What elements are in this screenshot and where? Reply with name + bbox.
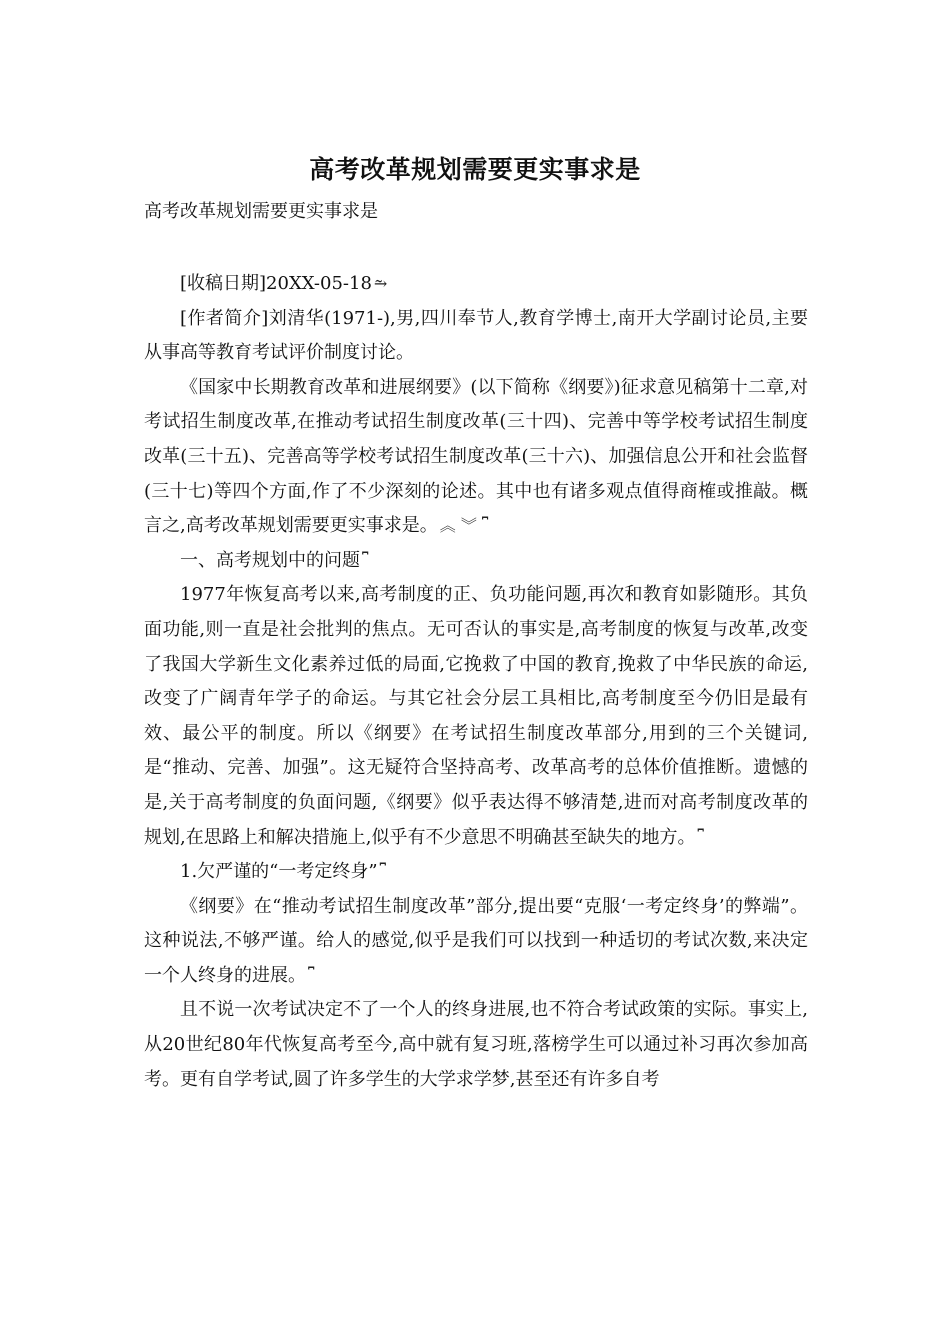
paragraph-mark: ⎴ bbox=[308, 965, 315, 985]
author-bio-paragraph bbox=[144, 302, 808, 371]
received-date-paragraph bbox=[144, 267, 808, 302]
paragraph-mark: ⥲ bbox=[373, 274, 388, 293]
paragraph-text: [收稿日期]20XX-05-18 bbox=[180, 273, 372, 294]
intro-paragraph bbox=[144, 371, 808, 544]
document-subtitle: 高考改革规划需要更实事求是 bbox=[144, 201, 378, 222]
paragraph-mark: ⎴ bbox=[379, 862, 386, 882]
document-body bbox=[144, 267, 808, 1097]
paragraph-text: 且不说一次考试决定不了一个人的终身进展,也不符合考试政策的实际。事实上,从20世纪80年代恢复高考至今,高中就有复习班,落榜学生可以通过补习再次参加高考。更有自学考试,圆了许多学生的大学求学梦,甚至还有许多自考 bbox=[144, 999, 808, 1090]
body-paragraph bbox=[144, 578, 808, 855]
section-heading-paragraph bbox=[144, 544, 808, 579]
document-title: 高考改革规划需要更实事求是 bbox=[309, 155, 641, 184]
body-paragraph bbox=[144, 890, 808, 994]
subsection-heading-paragraph bbox=[144, 855, 808, 890]
paragraph-text: 《国家中长期教育改革和进展纲要》(以下简称《纲要》)征求意见稿第十二章,对考试招生制度改革,在推动考试招生制度改革(三十四)、完善中等学校考试招生制度改革(三十五)、完善高等学校考试招生制度改革(三十六)、加强信息公开和社会监督(三十七)等四个方面,作了不少深刻的论述。其中也有诸多观点值得商榷或推敲。概言之,高考改革规划需要更实事求是。 bbox=[144, 376, 808, 537]
paragraph-mark: ⎴ bbox=[362, 550, 369, 570]
body-paragraph bbox=[144, 993, 808, 1097]
paragraph-text: 《纲要》在“推动考试招生制度改革”部分,提出要“克服‘一考定终身’的弊端”。这种说法,不够严谨。给人的感觉,似乎是我们可以找到一种适切的考试次数,来决定一个人终身的进展。 bbox=[144, 895, 808, 986]
paragraph-mark: ⎴ bbox=[697, 827, 704, 847]
paragraph-mark: ︽ ︾ ⎴ bbox=[439, 516, 489, 536]
paragraph-text: 1977年恢复高考以来,高考制度的正、负功能问题,再次和教育如影随形。其负面功能,则一直是社会批判的焦点。无可否认的事实是,高考制度的恢复与改革,改变了我国大学新生文化素养过低的局面,它挽救了中国的教育,挽救了中华民族的命运,改变了广阔青年学子的命运。与其它社会分层工具相比,高考制度至今仍旧是最有效、最公平的制度。所以《纲要》在考试招生制度改革部分,用到的三个关键词,是“推动、完善、加强”。这无疑符合坚持高考、改革高考的总体价值推断。遗憾的是,关于高考制度的负面问题,《纲要》似乎表达得不够清楚,进而对高考制度改革的规划,在思路上和解决措施上,似乎有不少意思不明确甚至缺失的地方。 bbox=[144, 584, 808, 848]
paragraph-text: 1.欠严谨的“一考定终身” bbox=[180, 861, 378, 883]
paragraph-text: 一、高考规划中的问题 bbox=[180, 549, 360, 571]
paragraph-text: [作者简介]刘清华(1971-),男,四川奉节人,教育学博士,南开大学副讨论员,主要从事高等教育考试评价制度讨论。 bbox=[144, 307, 808, 364]
